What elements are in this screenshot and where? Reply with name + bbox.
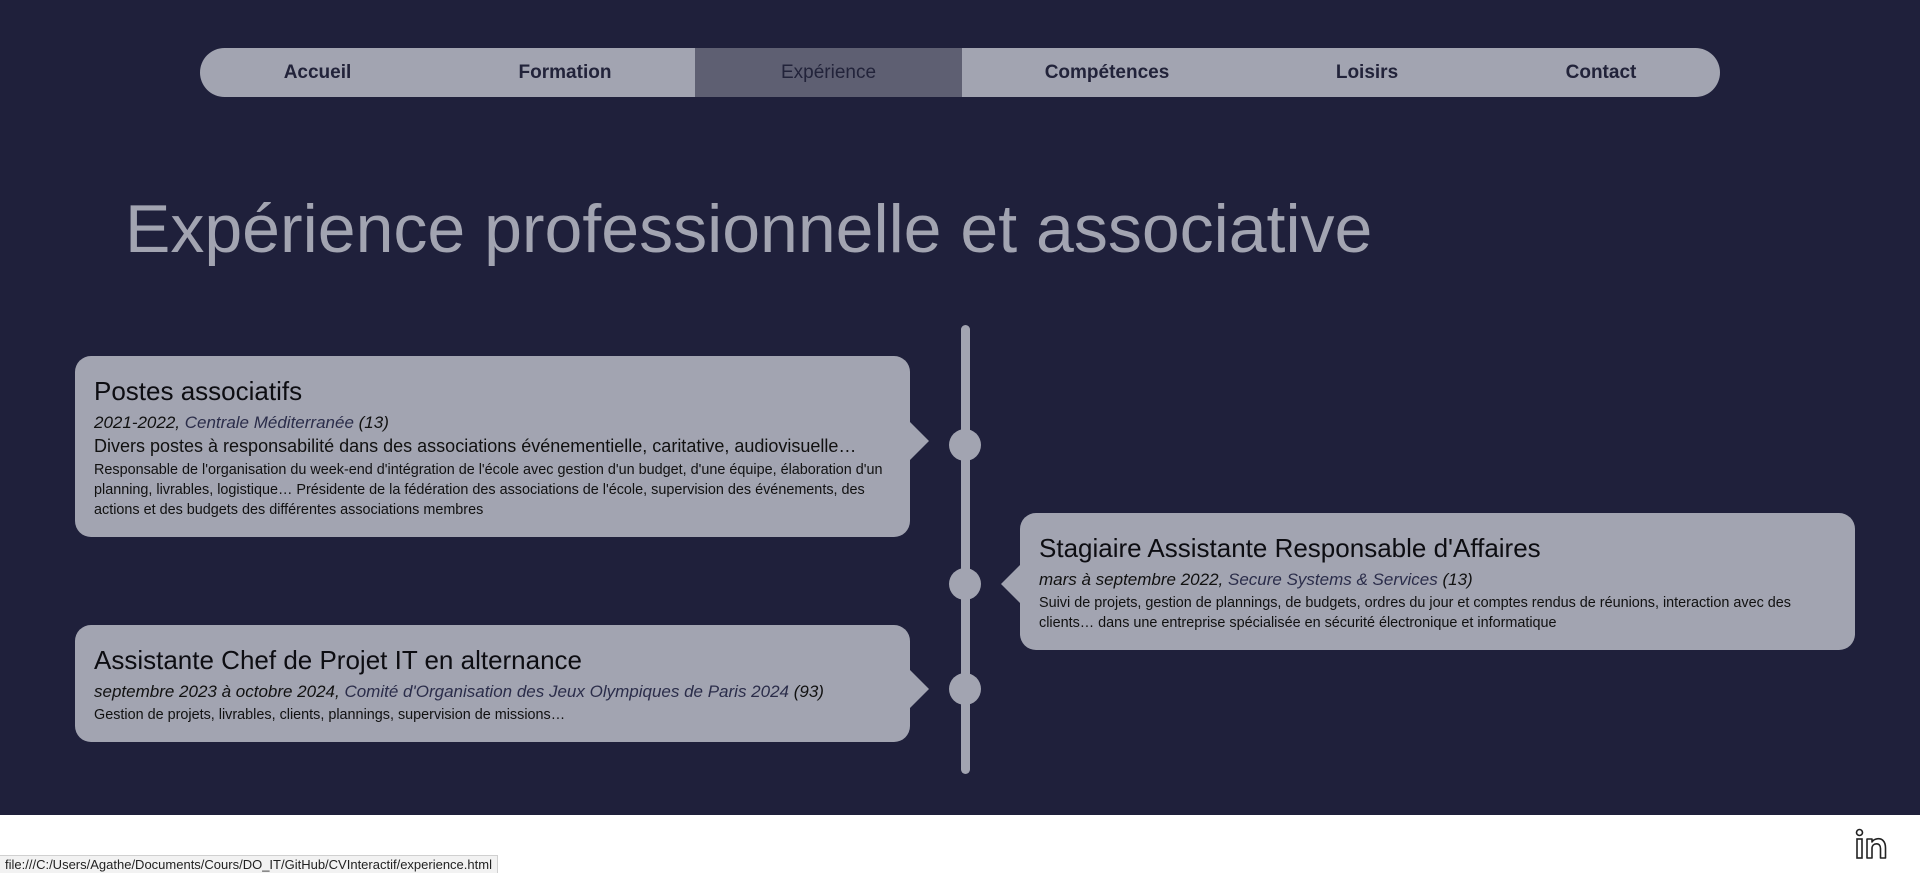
experience-title: Postes associatifs <box>94 376 303 406</box>
status-bar-url: file:///C:/Users/Agathe/Documents/Cours/DO_IT/GitHub/CVInteractif/experience.html <box>0 855 498 873</box>
linkedin-icon[interactable] <box>1855 827 1889 861</box>
experience-meta: 2021-2022, Centrale Méditerranée (13) <box>94 413 389 432</box>
experience-meta: mars à septembre 2022, Secure Systems & Services (13) <box>1039 570 1473 589</box>
experience-card-alternance <box>75 625 910 742</box>
page-title: Expérience professionnelle et associative <box>125 191 1373 267</box>
card-pointer <box>1001 565 1020 603</box>
experience-org: Comité d'Organisation des Jeux Olympiques de Paris 2024 <box>344 682 789 701</box>
nav-item-formation[interactable]: Formation <box>518 61 612 83</box>
experience-title: Assistante Chef de Projet IT en alternance <box>94 645 583 675</box>
experience-title: Stagiaire Assistante Responsable d'Affaires <box>1039 533 1541 563</box>
experience-summary: Divers postes à responsabilité dans des associations événementielle, caritative, audiovisuelle… <box>94 436 857 456</box>
experience-card-associatifs <box>75 356 910 537</box>
nav-item-competences[interactable]: Compétences <box>1044 61 1170 83</box>
experience-meta: septembre 2023 à octobre 2024, Comité d'Organisation des Jeux Olympiques de Paris 2024 (93) <box>94 682 824 701</box>
nav-item-experience[interactable]: Expérience <box>695 48 962 97</box>
timeline-dot <box>949 429 981 461</box>
main-nav <box>200 48 1720 97</box>
timeline-dot <box>949 673 981 705</box>
timeline-line <box>961 325 970 774</box>
experience-org: Centrale Méditerranée <box>184 413 354 432</box>
card-pointer <box>910 670 929 708</box>
experience-org: Secure Systems & Services <box>1227 570 1438 589</box>
experience-description: Gestion de projets, livrables, clients, plannings, supervision de missions… <box>94 707 566 723</box>
card-pointer <box>910 422 929 460</box>
experience-card-stagiaire <box>1020 513 1855 650</box>
experience-description: Suivi de projets, gestion de plannings, de budgets, ordres du jour et comptes rendus de réunions, interaction avec des clients… dans une entreprise spécialisée en sécurité électronique et informatique <box>1039 595 1791 631</box>
experience-description: Responsable de l'organisation du week-end d'intégration de l'école avec gestion d'un budget, d'une équipe, élaboration d'un planning, livrables, logistique… Présidente de la fédération des associations de l'école, supervision des événements, des actions et des budgets des différentes associations membres <box>94 462 883 518</box>
nav-item-contact[interactable]: Contact <box>1565 61 1637 83</box>
timeline-dot <box>949 568 981 600</box>
nav-item-loisirs[interactable]: Loisirs <box>1335 61 1399 83</box>
nav-item-accueil[interactable]: Accueil <box>283 61 352 83</box>
